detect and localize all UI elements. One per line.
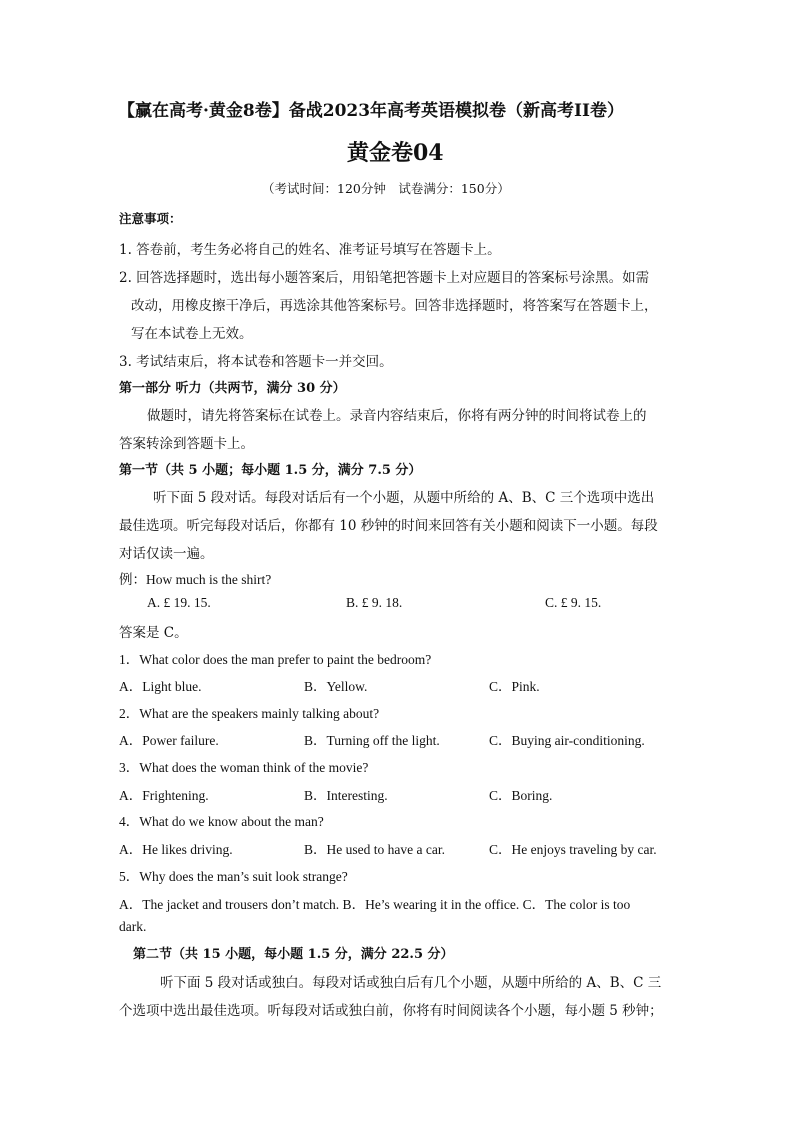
option-a: A．Frightening.: [119, 788, 209, 803]
example-answer: 答案是 C。: [119, 625, 188, 641]
note-item: 写在本试卷上无效。: [131, 326, 253, 342]
exam-info: （考试时间：120分钟 试卷满分：150分）: [262, 181, 510, 196]
section1-intro: 对话仅读一遍。: [119, 546, 214, 562]
question-5: [119, 865, 348, 885]
question-2: [119, 702, 379, 722]
option-c: C．Boring.: [489, 788, 553, 803]
part1-heading: 第一部分 听力（共两节，满分 30 分）: [119, 381, 346, 396]
option-a: A．Light blue.: [119, 679, 202, 694]
question-text: What do we know about the man?: [139, 814, 324, 829]
section2-intro: 听下面 5 段对话或独白。每段对话或独白后有几个小题，从题中所给的 A、B、C 三: [160, 975, 662, 991]
question-1: [119, 648, 431, 668]
note-item: 1. 答卷前，考生务必将自己的姓名、准考证号填写在答题卡上。: [119, 242, 501, 258]
question-text: Why does the man’s suit look strange?: [139, 869, 348, 884]
question-4: [119, 810, 324, 830]
options-line: A．The jacket and trousers don’t match. B．He’s wearing it in the office. C．The color is too: [119, 897, 631, 912]
question-text: What does the woman think of the movie?: [139, 760, 369, 775]
option-c: C．Pink.: [489, 679, 540, 694]
exam-subtitle: 黄金卷04: [347, 140, 444, 166]
note-item: 3. 考试结束后，将本试卷和答题卡一并交回。: [119, 354, 393, 370]
example-option: B. £ 9. 18.: [346, 595, 403, 610]
option-c: C．He enjoys traveling by car.: [489, 842, 657, 857]
option-b: B．Interesting.: [304, 788, 388, 803]
question-number: 5．: [119, 869, 140, 884]
section1-intro: 听下面 5 段对话。每段对话后有一个小题，从题中所给的 A、B、C 三个选项中选出: [153, 490, 655, 506]
notes-heading: 注意事项：: [119, 211, 182, 226]
section2-heading: 第二节（共 15 小题，每小题 1.5 分，满分 22.5 分）: [133, 947, 454, 962]
question-number: 1．: [119, 652, 140, 667]
part1-intro: 做题时，请先将答案标在试卷上。录音内容结束后，你将有两分钟的时间将试卷上的: [147, 408, 647, 424]
section1-intro: 最佳选项。听完每段对话后，你都有 10 秒钟的时间来回答有关小题和阅读下一小题。每段: [119, 518, 658, 534]
question-text: What are the speakers mainly talking about?: [139, 706, 380, 721]
option-c: C．Buying air-conditioning.: [489, 733, 645, 748]
part1-intro: 答案转涂到答题卡上。: [119, 436, 254, 452]
question-number: 4．: [119, 814, 140, 829]
option-b: B．Turning off the light.: [304, 733, 440, 748]
note-item: 2. 回答选择题时，选出每小题答案后，用铅笔把答题卡上对应题目的答案标号涂黑。如需: [119, 270, 650, 286]
option-b: B．He used to have a car.: [304, 842, 445, 857]
question-number: 3．: [119, 760, 140, 775]
example-question: 例：How much is the shirt?: [119, 572, 272, 587]
note-item: 改动，用橡皮擦干净后，再选涂其他答案标号。回答非选择题时，将答案写在答题卡上，: [131, 298, 658, 314]
example-option: A. £ 19. 15.: [147, 595, 211, 610]
section1-heading: 第一节（共 5 小题；每小题 1.5 分，满分 7.5 分）: [119, 463, 422, 478]
option-a: A．Power failure.: [119, 733, 219, 748]
section2-intro: 个选项中选出最佳选项。听每段对话或独白前，你将有时间阅读各个小题，每小题 5 秒钟；: [119, 1003, 663, 1019]
question-text: What color does the man prefer to paint the bedroom?: [139, 652, 432, 667]
example-option: C. £ 9. 15.: [545, 595, 602, 610]
question-number: 2．: [119, 706, 140, 721]
question-3: [119, 756, 368, 776]
options-line: dark.: [119, 919, 147, 934]
exam-title: 【赢在高考·黄金8卷】备战2023年高考英语模拟卷（新高考II卷）: [118, 101, 624, 121]
option-b: B．Yellow.: [304, 679, 368, 694]
option-a: A．He likes driving.: [119, 842, 233, 857]
